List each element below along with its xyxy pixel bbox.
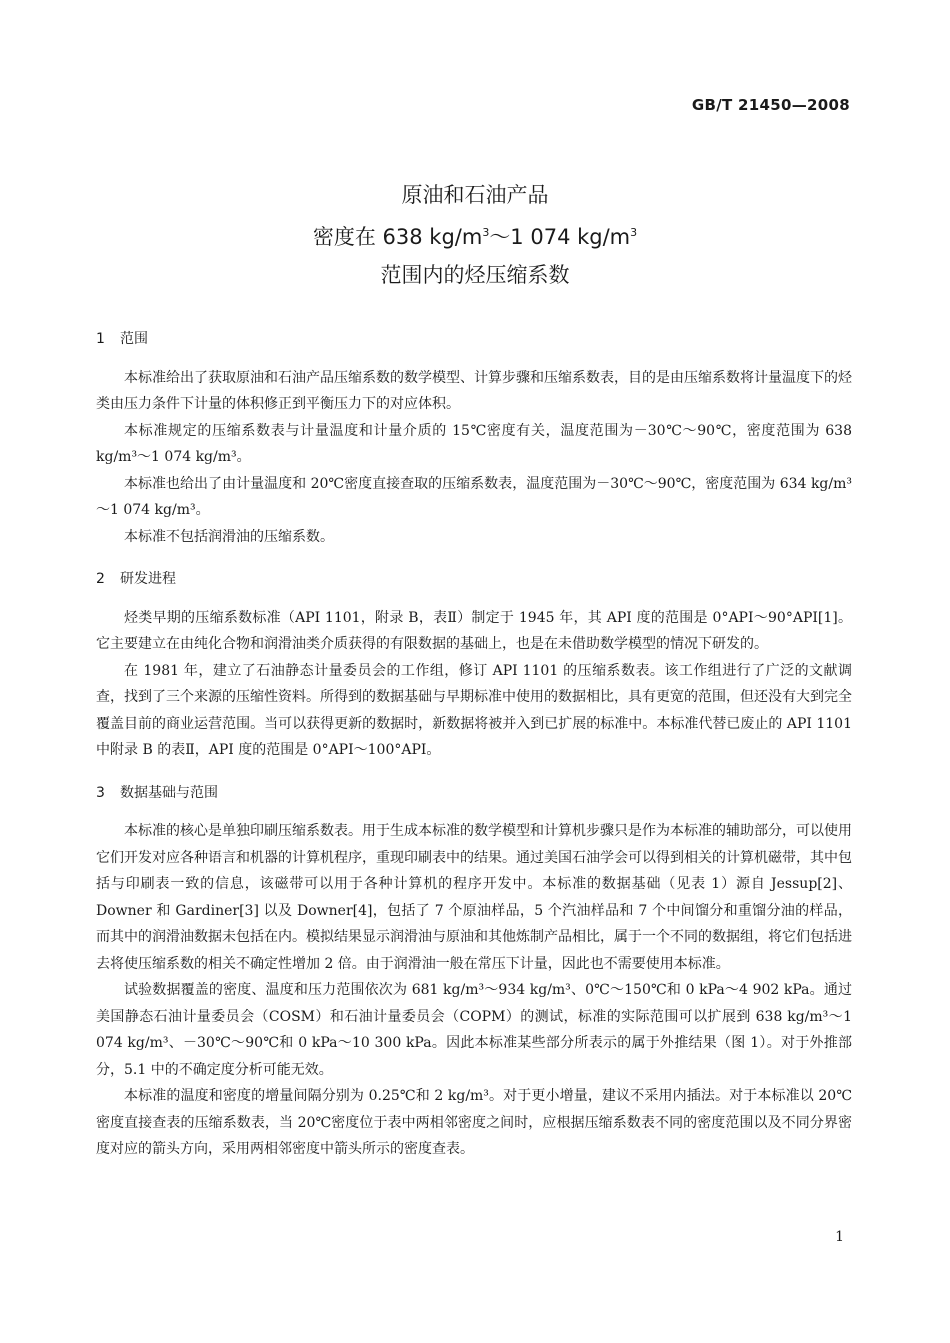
paragraph: 本标准的核心是单独印刷压缩系数表。用于生成本标准的数学模型和计算机步骤只是作为本标准的辅助部分，可以使用它们开发对应各种语言和机器的计算机程序，重现印刷表中的结果。通过美国石油学会可以得到相关的计算机磁带，其中包括与印刷表一致的信息，该磁带可以用于各种计算机的程序开发中。本标准的数据基础（见表 1）源自 Jessup[2]、Downer 和 Gardiner[3] 以及 Downer[4]，包括了 7 个原油样品，5 个汽油样品和 7 个中间馏分和重馏分油的样品，而其中的润滑油数据未包括在内。模拟结果显示润滑油与原油和其他炼制产品相比，属于一个不同的数据组，将它们包括进去将使压缩系数的相关不确定性增加 2 倍。由于润滑油一般在常压下计量，因此也不需要使用本标准。 — [96, 823, 852, 972]
title-line-2-sup-1: 3 — [482, 226, 490, 239]
paragraph: 烃类早期的压缩系数标准（API 1101，附录 B，表Ⅱ）制定于 1945 年，其 API 度的范围是 0°API～90°API[1]。它主要建立在由纯化合物和润滑油类介质获得的有限数据的基础上，也是在未借助数学模型的情况下研发的。 — [96, 609, 852, 652]
title-line-3: 范围内的烃压缩系数 — [380, 263, 570, 287]
title-line-2-prefix: 密度在 638 kg/m — [312, 225, 483, 249]
section-heading-development — [96, 566, 852, 593]
paragraph: 本标准不包括润滑油的压缩系数。 — [124, 528, 334, 545]
section-number: 3 — [96, 784, 105, 801]
section-title: 数据基础与范围 — [120, 784, 218, 801]
section-heading-data-basis — [96, 780, 852, 807]
title-line-1: 原油和石油产品 — [401, 183, 549, 207]
title-line-2 — [0, 214, 950, 256]
title-line-2-mid: ～1 074 kg/m — [489, 225, 631, 249]
paragraph: 本标准的温度和密度的增量间隔分别为 0.25℃和 2 kg/m³。对于更小增量，建议不采用内插法。对于本标准以 20℃密度直接查表的压缩系数表，当 20℃密度位于表中两相邻密度之间时，应根据压缩系数表不同的密度范围以及不同分界密度对应的箭头方向，采用两相邻密度中箭头所示的密度查表。 — [96, 1088, 852, 1157]
paragraph: 本标准也给出了由计量温度和 20℃密度直接查取的压缩系数表，温度范围为－30℃～90℃，密度范围为 634 kg/m³～1 074 kg/m³。 — [96, 475, 852, 518]
section-heading-scope — [96, 326, 852, 353]
page-number: 1 — [835, 1229, 844, 1245]
section-number: 2 — [96, 571, 105, 587]
section-title: 范围 — [120, 331, 148, 347]
section-gap — [96, 764, 852, 776]
section-title: 研发进程 — [120, 571, 176, 587]
title-line-2-sup-2: 3 — [630, 226, 638, 239]
document-body — [96, 322, 852, 1163]
paragraph: 本标准给出了获取原油和石油产品压缩系数的数学模型、计算步骤和压缩系数表，目的是由压缩系数将计量温度下的烃类由压力条件下计量的体积修正到平衡压力下的对应体积。 — [96, 369, 852, 412]
section-gap — [96, 550, 852, 562]
standard-number: GB/T 21450—2008 — [691, 96, 850, 114]
section-number: 1 — [96, 331, 105, 347]
paragraph: 本标准规定的压缩系数表与计量温度和计量介质的 15℃密度有关，温度范围为－30℃～90℃，密度范围为 638 kg/m³～1 074 kg/m³。 — [96, 422, 852, 465]
document-title — [0, 176, 950, 294]
paragraph: 试验数据覆盖的密度、温度和压力范围依次为 681 kg/m³～934 kg/m³、0℃～150℃和 0 kPa～4 902 kPa。通过美国静态石油计量委员会（COSM）和石油计量委员会（COPM）的测试，标准的实际范围可以扩展到 638 kg/m³～1 074 kg/m³、－30℃～90℃和 0 kPa～10 300 kPa。因此本标准某些部分所表示的属于外推结果（图 1）。对于外推部分，5.1 中的不确定度分析可能无效。 — [96, 982, 852, 1078]
paragraph: 在 1981 年，建立了石油静态计量委员会的工作组，修订 API 1101 的压缩系数表。该工作组进行了广泛的文献调查，找到了三个来源的压缩性资料。所得到的数据基础与早期标准中使用的数据相比，具有更宽的范围，但还没有大到完全覆盖目前的商业运营范围。当可以获得更新的数据时，新数据将被并入到已扩展的标准中。本标准代替已废止的 API 1101 中附录 B 的表Ⅱ，API 度的范围是 0°API～100°API。 — [96, 662, 852, 758]
